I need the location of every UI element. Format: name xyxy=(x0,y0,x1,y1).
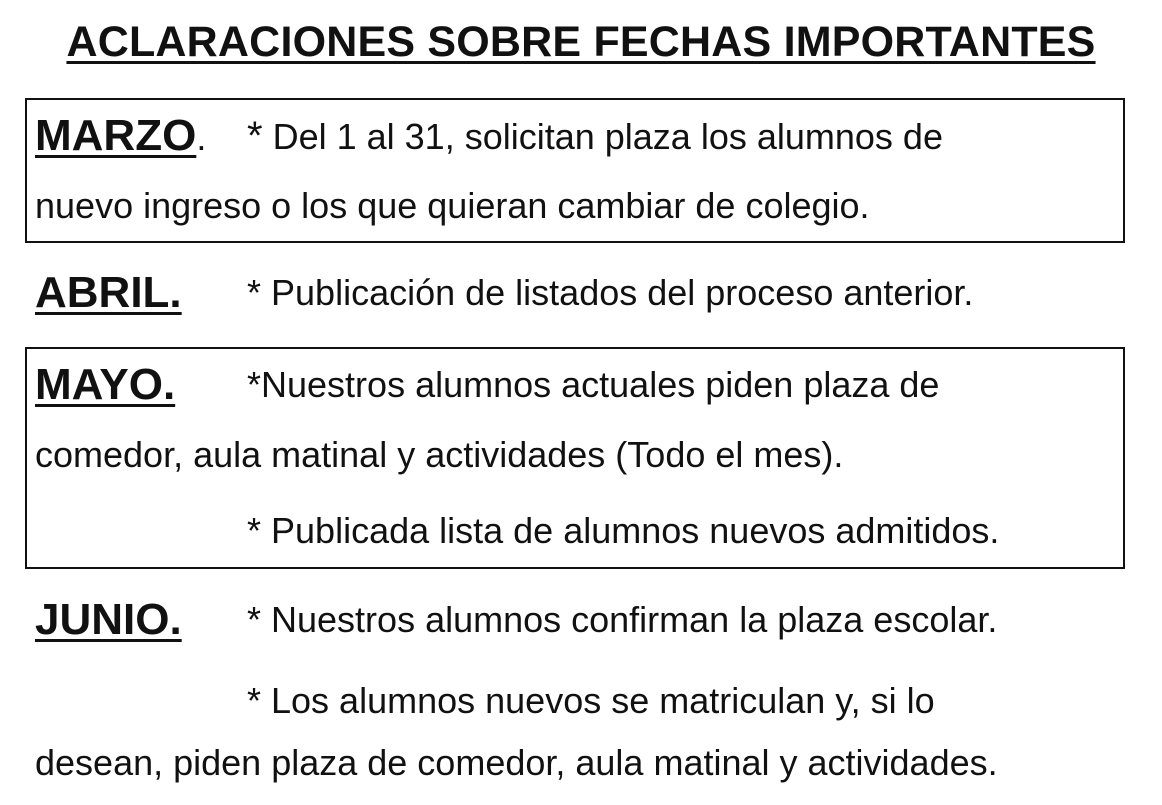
month-mayo: MAYO. xyxy=(35,360,176,409)
document-title: ACLARACIONES SOBRE FECHAS IMPORTANTES xyxy=(66,18,1096,66)
junio-line xyxy=(35,597,182,645)
abril-text-1: * Publicación de listados del proceso anterior. xyxy=(247,272,974,313)
mayo-text-1: *Nuestros alumnos actuales piden plaza de xyxy=(247,364,940,405)
abril-line xyxy=(35,270,182,318)
marzo-star: * xyxy=(247,114,263,158)
month-junio: JUNIO. xyxy=(35,595,182,644)
mayo-text-2: comedor, aula matinal y actividades (Todo el mes). xyxy=(35,434,844,475)
marzo-line-1 xyxy=(35,113,206,161)
month-marzo: MARZO xyxy=(35,111,197,160)
junio-text-3: desean, piden plaza de comedor, aula matinal y actividades. xyxy=(35,742,998,783)
month-abril: ABRIL. xyxy=(35,268,182,317)
marzo-bullet-1 xyxy=(247,113,943,160)
mayo-line xyxy=(35,362,175,410)
mayo-text-3: * Publicada lista de alumnos nuevos admitidos. xyxy=(247,510,1000,551)
marzo-dot: . xyxy=(196,117,207,158)
junio-text-1: * Nuestros alumnos confirman la plaza escolar. xyxy=(247,599,998,640)
marzo-text-2: nuevo ingreso o los que quieran cambiar de colegio. xyxy=(35,185,870,226)
marzo-text-1: Del 1 al 31, solicitan plaza los alumnos de xyxy=(272,116,943,157)
junio-text-2: * Los alumnos nuevos se matriculan y, si lo xyxy=(247,680,935,721)
